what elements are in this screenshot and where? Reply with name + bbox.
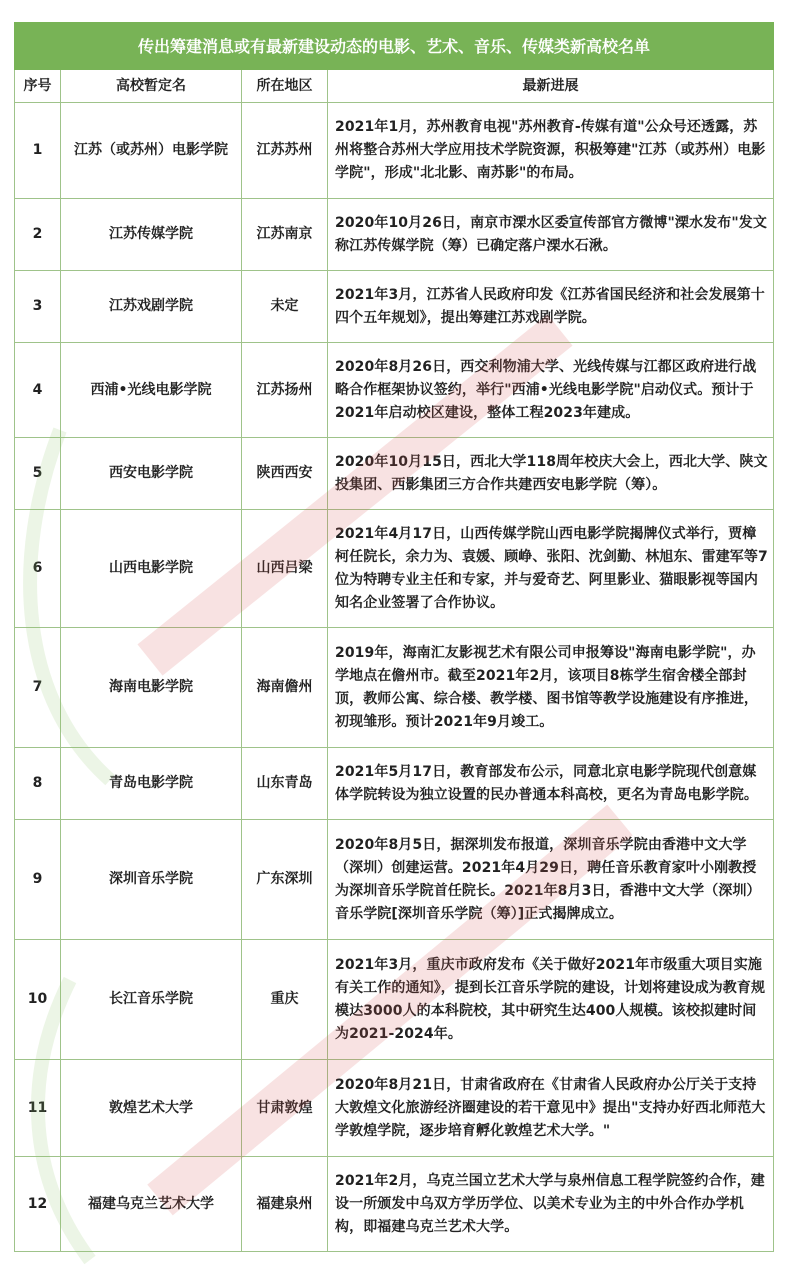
school-region: 甘肃敦煌 [242,1060,328,1157]
header-name: 高校暂定名 [61,70,242,103]
school-name: 江苏传媒学院 [61,199,242,271]
school-name: 西浦•光线电影学院 [61,343,242,438]
table-row [15,820,774,940]
school-progress: 2021年1月，苏州教育电视"苏州教育-传媒有道"公众号还透露，苏州将整合苏州大学应用技术学院资源，积极筹建"江苏（或苏州）电影学院"，形成"北北影、南苏影"的布局。 [328,103,774,199]
school-progress: 2021年2月，乌克兰国立艺术大学与泉州信息工程学院签约合作，建设一所颁发中乌双方学历学位、以美术专业为主的中外合作办学机构，即福建乌克兰艺术大学。 [328,1157,774,1252]
row-no: 8 [15,748,61,820]
school-progress: 2021年4月17日，山西传媒学院山西电影学院揭牌仪式举行，贾樟柯任院长，余力为、袁媛、顾峥、张阳、沈剑勤、林旭东、雷建军等7位为特聘专业主任和专家，并与爱奇艺、阿里影业、猫眼影视等国内知名企业签署了合作协议。 [328,510,774,628]
school-name: 山西电影学院 [61,510,242,628]
row-no: 4 [15,343,61,438]
school-progress: 2019年，海南汇友影视艺术有限公司申报筹设"海南电影学院"，办学地点在儋州市。截至2021年2月，该项目8栋学生宿舍楼全部封顶，教师公寓、综合楼、教学楼、图书馆等教学设施建设有序推进，初现雏形。预计2021年9月竣工。 [328,628,774,748]
table-row [15,1060,774,1157]
school-progress: 2021年3月，重庆市政府发布《关于做好2021年市级重大项目实施有关工作的通知》，提到长江音乐学院的建设，计划将建设成为教育规模达3000人的本科院校，其中研究生达400人规模。该校拟建时间为2021-2024年。 [328,940,774,1060]
table-row [15,1157,774,1252]
school-name: 长江音乐学院 [61,940,242,1060]
table-row [15,748,774,820]
school-name: 西安电影学院 [61,438,242,510]
table-row [15,343,774,438]
row-no: 3 [15,271,61,343]
row-no: 6 [15,510,61,628]
row-no: 5 [15,438,61,510]
school-progress: 2021年3月，江苏省人民政府印发《江苏省国民经济和社会发展第十四个五年规划》，提出筹建江苏戏剧学院。 [328,271,774,343]
table-title: 传出筹建消息或有最新建设动态的电影、艺术、音乐、传媒类新高校名单 [15,23,774,70]
row-no: 11 [15,1060,61,1157]
school-progress: 2020年10月26日，南京市溧水区委宣传部官方微博"溧水发布"发文称江苏传媒学院（筹）已确定落户溧水石湫。 [328,199,774,271]
school-progress: 2020年8月5日，据深圳发布报道，深圳音乐学院由香港中文大学（深圳）创建运营。2021年4月29日，聘任音乐教育家叶小刚教授为深圳音乐学院首任院长。2021年8月3日，香港中文大学（深圳）音乐学院[深圳音乐学院（筹）]正式揭牌成立。 [328,820,774,940]
table-row [15,438,774,510]
school-region: 陕西西安 [242,438,328,510]
table-row [15,510,774,628]
school-region: 江苏南京 [242,199,328,271]
school-name: 海南电影学院 [61,628,242,748]
school-progress: 2020年10月15日，西北大学118周年校庆大会上，西北大学、陕文投集团、西影集团三方合作共建西安电影学院（筹）。 [328,438,774,510]
school-region: 山西吕梁 [242,510,328,628]
row-no: 2 [15,199,61,271]
school-name: 青岛电影学院 [61,748,242,820]
school-name: 深圳音乐学院 [61,820,242,940]
table-row [15,199,774,271]
school-region: 重庆 [242,940,328,1060]
school-progress: 2020年8月21日，甘肃省政府在《甘肃省人民政府办公厅关于支持大敦煌文化旅游经济圈建设的若干意见中》提出"支持办好西北师范大学敦煌学院，逐步培育孵化敦煌艺术大学。" [328,1060,774,1157]
school-name: 江苏戏剧学院 [61,271,242,343]
schools-table [14,22,774,1252]
header-progress: 最新进展 [328,70,774,103]
row-no: 7 [15,628,61,748]
school-region: 江苏苏州 [242,103,328,199]
school-progress: 2020年8月26日，西交利物浦大学、光线传媒与江都区政府进行战略合作框架协议签约，举行"西浦•光线电影学院"启动仪式。预计于2021年启动校区建设，整体工程2023年建成。 [328,343,774,438]
school-name: 敦煌艺术大学 [61,1060,242,1157]
school-region: 江苏扬州 [242,343,328,438]
school-name: 江苏（或苏州）电影学院 [61,103,242,199]
school-region: 福建泉州 [242,1157,328,1252]
school-region: 海南儋州 [242,628,328,748]
school-name: 福建乌克兰艺术大学 [61,1157,242,1252]
table-row [15,628,774,748]
table-row [15,271,774,343]
header-region: 所在地区 [242,70,328,103]
table-row [15,940,774,1060]
row-no: 9 [15,820,61,940]
row-no: 12 [15,1157,61,1252]
school-progress: 2021年5月17日，教育部发布公示，同意北京电影学院现代创意媒体学院转设为独立设置的民办普通本科高校，更名为青岛电影学院。 [328,748,774,820]
school-region: 未定 [242,271,328,343]
school-region: 山东青岛 [242,748,328,820]
row-no: 1 [15,103,61,199]
row-no: 10 [15,940,61,1060]
header-no: 序号 [15,70,61,103]
school-region: 广东深圳 [242,820,328,940]
table-row [15,103,774,199]
